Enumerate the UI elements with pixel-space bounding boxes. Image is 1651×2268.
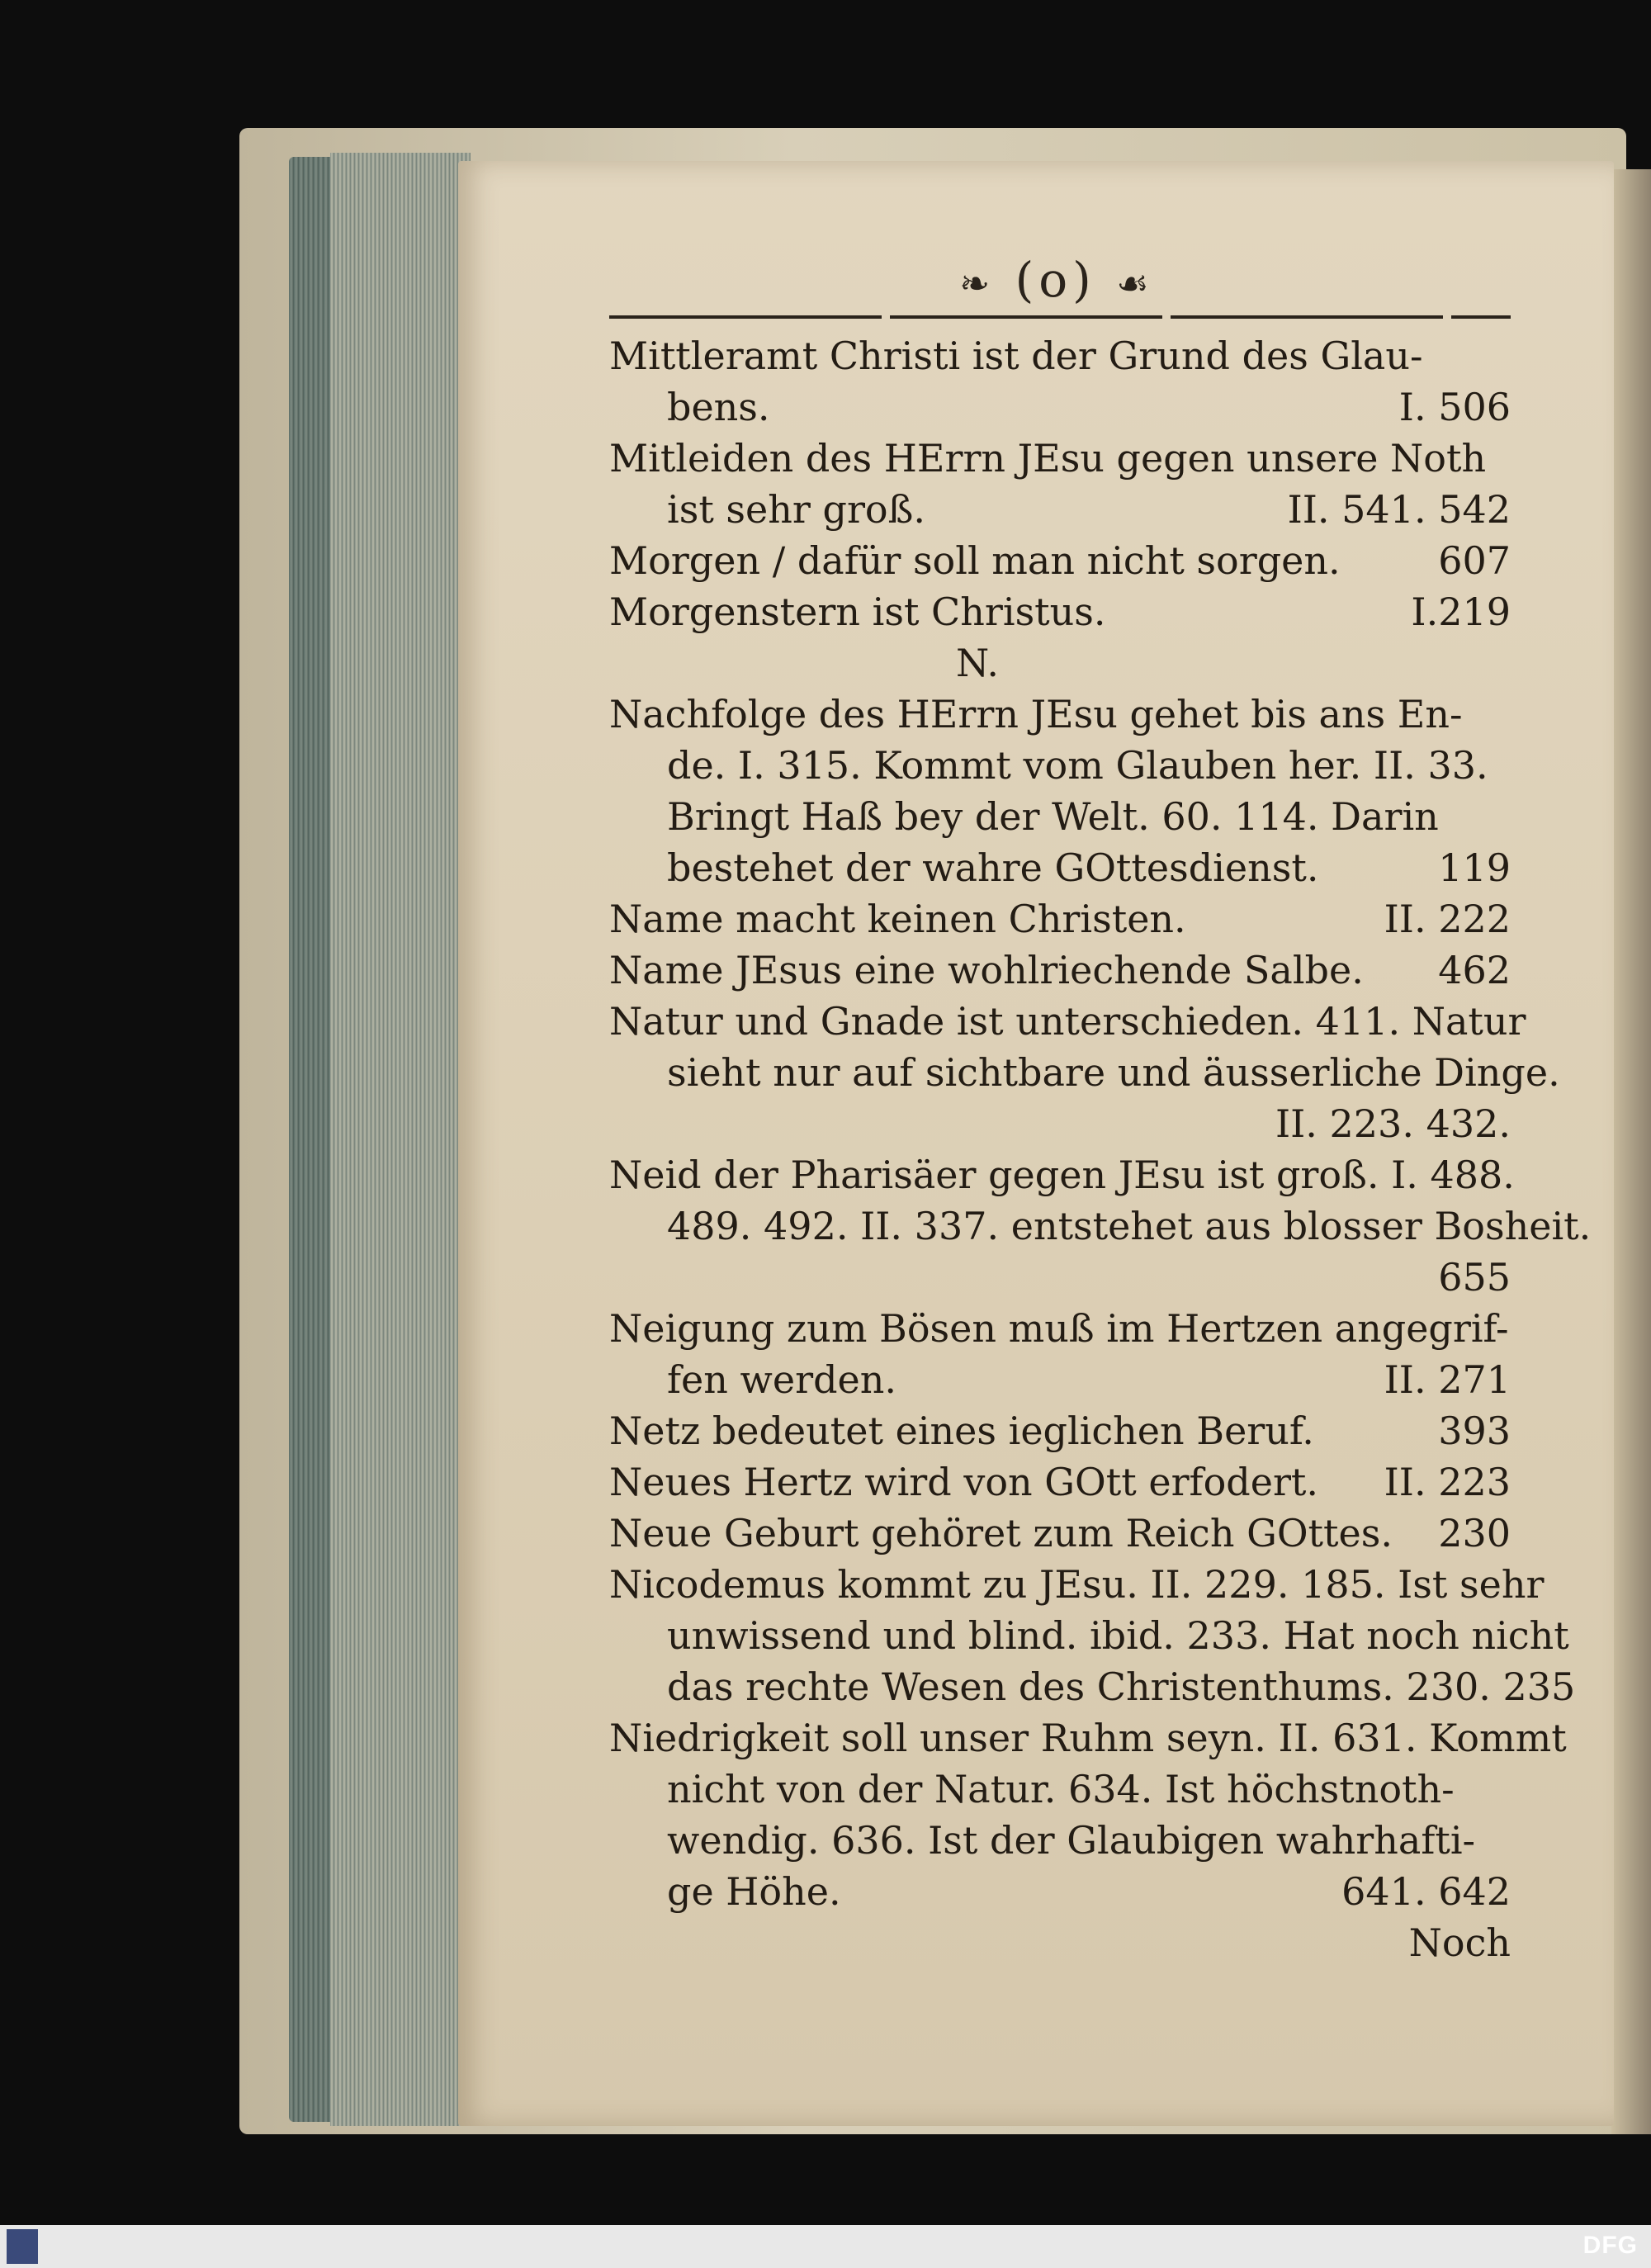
page-reference: 607 (1438, 538, 1511, 583)
entry-text: Neues Hertz wird von GOtt erfodert. (609, 1460, 1319, 1504)
entry-text: Natur und Gnade ist unterschieden. 411. Natur (609, 999, 1526, 1044)
entry-text: de. I. 315. Kommt vom Glauben her. II. 33. (667, 743, 1488, 788)
entry-text: Mitleiden des HErrn JEsu gegen unsere Noth (609, 436, 1487, 481)
dfg-badge: DFG (1582, 2232, 1638, 2259)
entry-text: Bringt Haß bey der Welt. 60. 114. Darin (667, 794, 1439, 839)
page-reference: II. 271 (1384, 1357, 1511, 1402)
ornament-right-icon: ☙ (1116, 263, 1154, 305)
entry-text: Nicodemus kommt zu JEsu. II. 229. 185. Ist sehr (609, 1562, 1545, 1607)
index-line (609, 1508, 1511, 1559)
entry-text: Name macht keinen Christen. (609, 897, 1186, 941)
index-line (609, 330, 1511, 381)
index-line (609, 1866, 1511, 1917)
entry-text: Mittleramt Christi ist der Grund des Glau- (609, 334, 1423, 378)
ornament-left-icon: ❧ (959, 263, 996, 305)
page-reference: 641. 642 (1341, 1869, 1511, 1914)
entry-text: wendig. 636. Ist der Glaubigen wahrhafti- (667, 1818, 1476, 1863)
index-line (609, 1917, 1511, 1968)
page-reference: II. 223 (1384, 1460, 1511, 1504)
page-reference: II. 541. 542 (1287, 487, 1511, 532)
index-line (609, 433, 1511, 484)
entry-text: ist sehr groß. (667, 487, 925, 532)
index-line (609, 586, 1511, 637)
page-reference: I. 506 (1398, 385, 1511, 429)
entry-text: sieht nur auf sichtbare und äusserliche Dinge. (667, 1050, 1560, 1095)
index-line (609, 893, 1511, 945)
index-line (609, 842, 1511, 893)
index-line (609, 1354, 1511, 1405)
index-line (609, 1098, 1511, 1149)
index-entries (609, 330, 1592, 1968)
index-line (609, 945, 1511, 996)
page-reference: II. 222 (1384, 897, 1511, 941)
page-reference: II. 223. 432. (1275, 1101, 1511, 1146)
index-line (609, 1764, 1511, 1815)
index-line (609, 791, 1511, 842)
index-line (609, 1149, 1515, 1200)
entry-text: Neid der Pharisäer gegen JEsu ist groß. I. 488. (609, 1153, 1515, 1197)
entry-text: Netz bedeutet eines ieglichen Beruf. (609, 1409, 1314, 1453)
index-line (609, 740, 1511, 791)
entry-text: N. (956, 641, 999, 685)
index-line (609, 1661, 1576, 1712)
index-line (609, 1252, 1511, 1303)
index-line (609, 1303, 1511, 1354)
entry-text: bestehet der wahre GOttesdienst. (667, 845, 1319, 890)
index-line (609, 535, 1511, 586)
entry-text: bens. (667, 385, 770, 429)
facing-page-edge (1611, 169, 1651, 2134)
index-line (609, 381, 1511, 433)
index-line (609, 689, 1511, 740)
index-line (609, 637, 1511, 689)
entry-text: nicht von der Natur. 634. Ist höchstnoth- (667, 1767, 1455, 1811)
entry-text: Neigung zum Bösen muß im Hertzen angegrif- (609, 1306, 1509, 1351)
entry-text: ge Höhe. (667, 1869, 841, 1914)
index-line (609, 1712, 1567, 1764)
entry-text: 489. 492. II. 337. entstehet aus blosser Bosheit. (667, 1204, 1592, 1248)
page-reference: 462 (1438, 948, 1511, 992)
entry-text: Name JEsus eine wohlriechende Salbe. (609, 948, 1364, 992)
page-reference: 655 (1438, 1255, 1511, 1300)
page-number: (o) (1015, 252, 1096, 308)
index-line (609, 1456, 1511, 1508)
page-reference: I.219 (1411, 589, 1511, 634)
entry-text: Morgenstern ist Christus. (609, 589, 1106, 634)
entry-text: fen werden. (667, 1357, 896, 1402)
index-line (609, 996, 1526, 1047)
index-line (609, 484, 1511, 535)
entry-text: Neue Geburt gehöret zum Reich GOttes. (609, 1511, 1393, 1555)
viewer-footer-bar (0, 2225, 1651, 2268)
page-reference: Noch (1408, 1920, 1511, 1965)
index-line (609, 1815, 1511, 1866)
running-header (883, 252, 1230, 308)
index-line (609, 1610, 1569, 1661)
page-block-edge-inner (330, 153, 471, 2126)
header-rule (609, 315, 1511, 319)
entry-text: unwissend und blind. ibid. 233. Hat noch nicht (667, 1613, 1569, 1658)
library-logo-icon (7, 2229, 38, 2264)
entry-text: Nachfolge des HErrn JEsu gehet bis ans En- (609, 692, 1463, 736)
index-line (609, 1405, 1511, 1456)
entry-text: Niedrigkeit soll unser Ruhm seyn. II. 631. Kommt (609, 1716, 1567, 1760)
entry-text: das rechte Wesen des Christenthums. 230. 235 (667, 1664, 1576, 1709)
page-reference: 230 (1438, 1511, 1511, 1555)
entry-text: Morgen / dafür soll man nicht sorgen. (609, 538, 1341, 583)
index-line (609, 1200, 1592, 1252)
page-reference: 119 (1438, 845, 1511, 890)
index-line (609, 1047, 1560, 1098)
page-reference: 393 (1438, 1409, 1511, 1453)
index-line (609, 1559, 1545, 1610)
